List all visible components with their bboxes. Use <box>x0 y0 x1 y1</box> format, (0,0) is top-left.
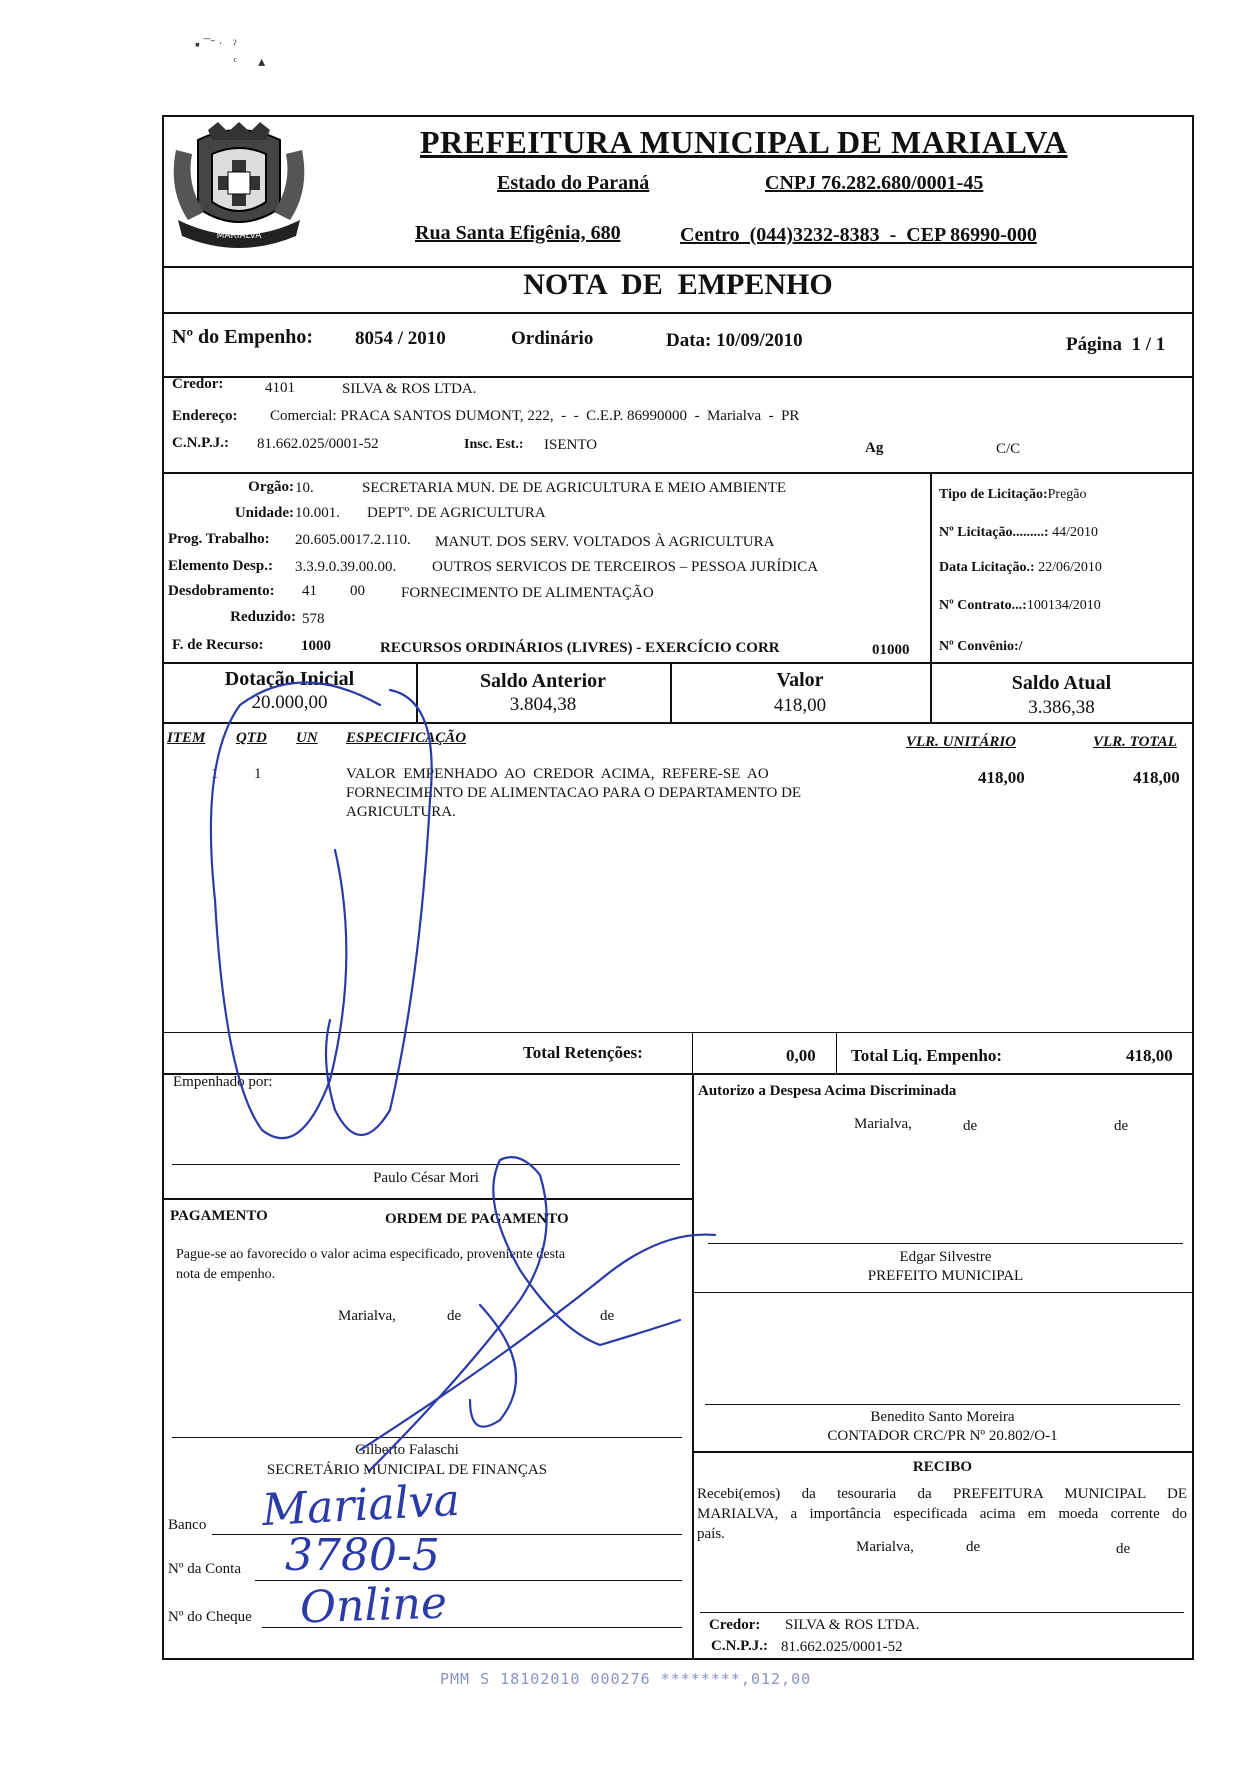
recibo-text-2: MARIALVA, a importância especificada acima em moeda corrente do <box>697 1506 1187 1522</box>
recurso-code: 1000 <box>301 638 331 654</box>
orgao-label: Orgão: <box>248 479 294 495</box>
col-total: VLR. TOTAL <box>1093 734 1177 750</box>
desdob-code1: 41 <box>302 583 317 599</box>
divider <box>692 1292 1193 1293</box>
col-un: UN <box>296 730 318 746</box>
divider <box>692 1073 694 1660</box>
pagamento-de-2: de <box>600 1308 615 1324</box>
signature-line <box>700 1612 1184 1613</box>
retencoes-label: Total Retenções: <box>523 1043 643 1062</box>
autorizo-signer-role: PREFEITO MUNICIPAL <box>867 1268 1024 1284</box>
retencoes-value: 0,00 <box>786 1046 816 1065</box>
conta-label: Nº da Conta <box>168 1561 241 1577</box>
prog-code: 20.605.0017.2.110. <box>295 532 411 548</box>
signature-line <box>705 1404 1180 1405</box>
autorizo-de-1: de <box>963 1118 978 1134</box>
divider <box>692 1451 1193 1453</box>
header-street: Rua Santa Efigênia, 680 <box>415 222 621 244</box>
divider <box>163 376 1193 378</box>
licitacao-contrato: Nº Contrato...:100134/2010 <box>939 598 1101 613</box>
licitacao-data: Data Licitação.: 22/06/2010 <box>939 560 1102 575</box>
empenhado-label: Empenhado por: <box>173 1074 273 1090</box>
pagamento-signer-role: SECRETÁRIO MUNICIPAL DE FINANÇAS <box>266 1462 548 1478</box>
pagamento-label: PAGAMENTO <box>170 1208 268 1224</box>
credor-label: Credor: <box>172 376 224 392</box>
divider <box>163 1073 1193 1075</box>
orgao-code: 10. <box>295 480 314 496</box>
banco-handwritten: Marialva <box>260 1474 461 1537</box>
recibo-city: Marialva, <box>856 1539 914 1555</box>
recibo-credor-label: Credor: <box>709 1617 761 1633</box>
cheque-label: Nº do Cheque <box>168 1609 252 1625</box>
unidade-code: 10.001. <box>295 505 340 521</box>
dotacao-value: 20.000,00 <box>251 692 328 713</box>
cnpj-label: C.N.P.J.: <box>172 435 229 451</box>
autorizo-de-2: de <box>1114 1118 1129 1134</box>
divider <box>163 722 1193 724</box>
conta-handwritten: 3780-5 <box>285 1530 440 1581</box>
licitacao-tipo: Tipo de Licitação:Pregão <box>939 487 1087 502</box>
bank-stamp: PMM S 18102010 000276 ********,012,00 <box>440 1670 812 1688</box>
divider <box>163 1198 693 1200</box>
insc-label: Insc. Est.: <box>464 437 524 452</box>
credor-code: 4101 <box>265 380 295 396</box>
orgao-name: SECRETARIA MUN. DE DE AGRICULTURA E MEIO AMBIENTE <box>362 480 787 496</box>
recibo-text-1: Recebi(emos) da tesouraria da PREFEITURA MUNICIPAL DE <box>697 1486 1187 1502</box>
valor-value: 418,00 <box>773 695 827 716</box>
pagamento-signer: Gilberto Falaschi <box>355 1442 459 1458</box>
prog-label: Prog. Trabalho: <box>168 531 270 547</box>
unidade-name: DEPTº. DE AGRICULTURA <box>367 505 546 521</box>
divider <box>163 662 1193 664</box>
recurso-label: F. de Recurso: <box>172 637 264 653</box>
elem-code: 3.3.9.0.39.00.00. <box>295 559 397 575</box>
divider <box>163 312 1193 314</box>
coat-of-arms-icon <box>168 120 310 258</box>
credor-name: SILVA & ROS LTDA. <box>342 381 477 397</box>
scan-marks: ▪ ¯ˉ ˑ ˀ ᶜ ▴ <box>195 38 266 70</box>
divider <box>930 472 932 664</box>
divider <box>692 1032 693 1074</box>
licitacao-numero: Nº Licitação.........: 44/2010 <box>939 525 1098 540</box>
item-unit-value: 418,00 <box>978 768 1025 787</box>
item-line3: AGRICULTURA. <box>346 804 456 820</box>
cheque-handwritten: Online <box>299 1577 448 1634</box>
desdob-name: FORNECIMENTO DE ALIMENTAÇÃO <box>401 585 654 601</box>
credor-insc: ISENTO <box>544 437 598 453</box>
contador-name: Benedito Santo Moreira <box>870 1409 1015 1425</box>
recurso-name: RECURSOS ORDINÁRIOS (LIVRES) - EXERCÍCIO CORR <box>380 640 780 656</box>
prog-name: MANUT. DOS SERV. VOLTADOS À AGRICULTURA <box>435 534 775 550</box>
pagamento-city: Marialva, <box>338 1308 396 1324</box>
liquido-value: 418,00 <box>1126 1046 1173 1065</box>
header-contact: Centro (044)3232-8383 - CEP 86990-000 <box>680 224 1037 246</box>
desdob-code2: 00 <box>350 583 365 599</box>
banco-label: Banco <box>168 1517 207 1533</box>
unidade-label: Unidade: <box>234 505 294 521</box>
recibo-text-3: país. <box>697 1526 725 1542</box>
coat-of-arms <box>168 120 310 258</box>
header-state: Estado do Paraná <box>497 172 650 194</box>
empenho-type: Ordinário <box>511 328 594 349</box>
empenho-number: 8054 / 2010 <box>355 328 446 349</box>
pagamento-de-1: de <box>447 1308 462 1324</box>
anterior-label: Saldo Anterior <box>479 670 607 692</box>
svg-text:MARIALVA: MARIALVA <box>216 231 262 241</box>
item-qtd: 1 <box>254 766 262 782</box>
empenho-page: Página 1 / 1 <box>1066 334 1166 355</box>
cc-label: C/C <box>996 441 1021 457</box>
empenhado-name: Paulo César Mori <box>373 1170 479 1186</box>
credor-address: Comercial: PRACA SANTOS DUMONT, 222, - - C.E.P. 86990000 - Marialva - PR <box>270 408 800 424</box>
divider <box>163 1032 1193 1033</box>
signature-line <box>172 1164 680 1165</box>
anterior-value: 3.804,38 <box>509 694 577 715</box>
credor-cnpj: 81.662.025/0001-52 <box>257 436 379 452</box>
item-line2: FORNECIMENTO DE ALIMENTACAO PARA O DEPARTAMENTO DE <box>346 785 802 801</box>
col-spec: ESPECIFICAÇÃO <box>346 730 467 746</box>
pagamento-text-1: Pague-se ao favorecido o valor acima especificado, proveniente desta <box>176 1247 566 1262</box>
elem-label: Elemento Desp.: <box>168 558 273 574</box>
divider <box>836 1032 837 1074</box>
reduzido-label: Reduzido: <box>230 609 296 625</box>
doc-title: NOTA DE EMPENHO <box>523 268 833 301</box>
col-item: ITEM <box>167 730 206 746</box>
recibo-de-1: de <box>966 1539 981 1555</box>
autorizo-title: Autorizo a Despesa Acima Discriminada <box>698 1083 957 1099</box>
ordem-label: ORDEM DE PAGAMENTO <box>385 1211 569 1227</box>
reduzido-value: 578 <box>302 611 325 627</box>
col-unit: VLR. UNITÁRIO <box>906 734 1017 750</box>
address-label: Endereço: <box>172 408 238 424</box>
pagamento-text-2: nota de empenho. <box>176 1267 276 1282</box>
header-cnpj: CNPJ 76.282.680/0001-45 <box>765 172 984 194</box>
recibo-de-2: de <box>1116 1541 1131 1557</box>
licitacao-convenio: Nº Convênio:/ <box>939 639 1023 654</box>
col-qtd: QTD <box>236 730 267 746</box>
item-number: 1 <box>211 766 219 782</box>
item-line1: VALOR EMPENHADO AO CREDOR ACIMA, REFERE-SE AO <box>346 766 769 782</box>
ag-label: Ag <box>865 440 884 456</box>
divider <box>163 472 1193 474</box>
signature-line <box>708 1243 1183 1244</box>
dotacao-label: Dotação Inicial <box>224 668 355 690</box>
atual-value: 3.386,38 <box>1028 697 1095 718</box>
recibo-title: RECIBO <box>912 1459 973 1475</box>
empenho-number-label: Nº do Empenho: <box>172 326 314 348</box>
recibo-cnpj-label: C.N.P.J.: <box>711 1638 768 1654</box>
elem-name: OUTROS SERVICOS DE TERCEIROS – PESSOA JURÍDICA <box>432 559 819 575</box>
autorizo-signer: Edgar Silvestre <box>899 1249 992 1265</box>
recibo-cnpj: 81.662.025/0001-52 <box>781 1639 903 1655</box>
autorizo-city: Marialva, <box>854 1116 912 1132</box>
contador-role: CONTADOR CRC/PR Nº 20.802/O-1 <box>827 1428 1058 1444</box>
atual-label: Saldo Atual <box>1011 672 1112 694</box>
item-total-value: 418,00 <box>1133 768 1180 787</box>
desdob-label: Desdobramento: <box>168 583 275 599</box>
empenho-date: Data: 10/09/2010 <box>666 330 803 351</box>
signature-line <box>172 1437 682 1438</box>
header-title: PREFEITURA MUNICIPAL DE MARIALVA <box>420 124 1068 160</box>
valor-label: Valor <box>776 669 824 691</box>
recurso-code2: 01000 <box>872 642 910 658</box>
liquido-label: Total Liq. Empenho: <box>851 1046 1002 1065</box>
recibo-credor: SILVA & ROS LTDA. <box>785 1617 920 1633</box>
